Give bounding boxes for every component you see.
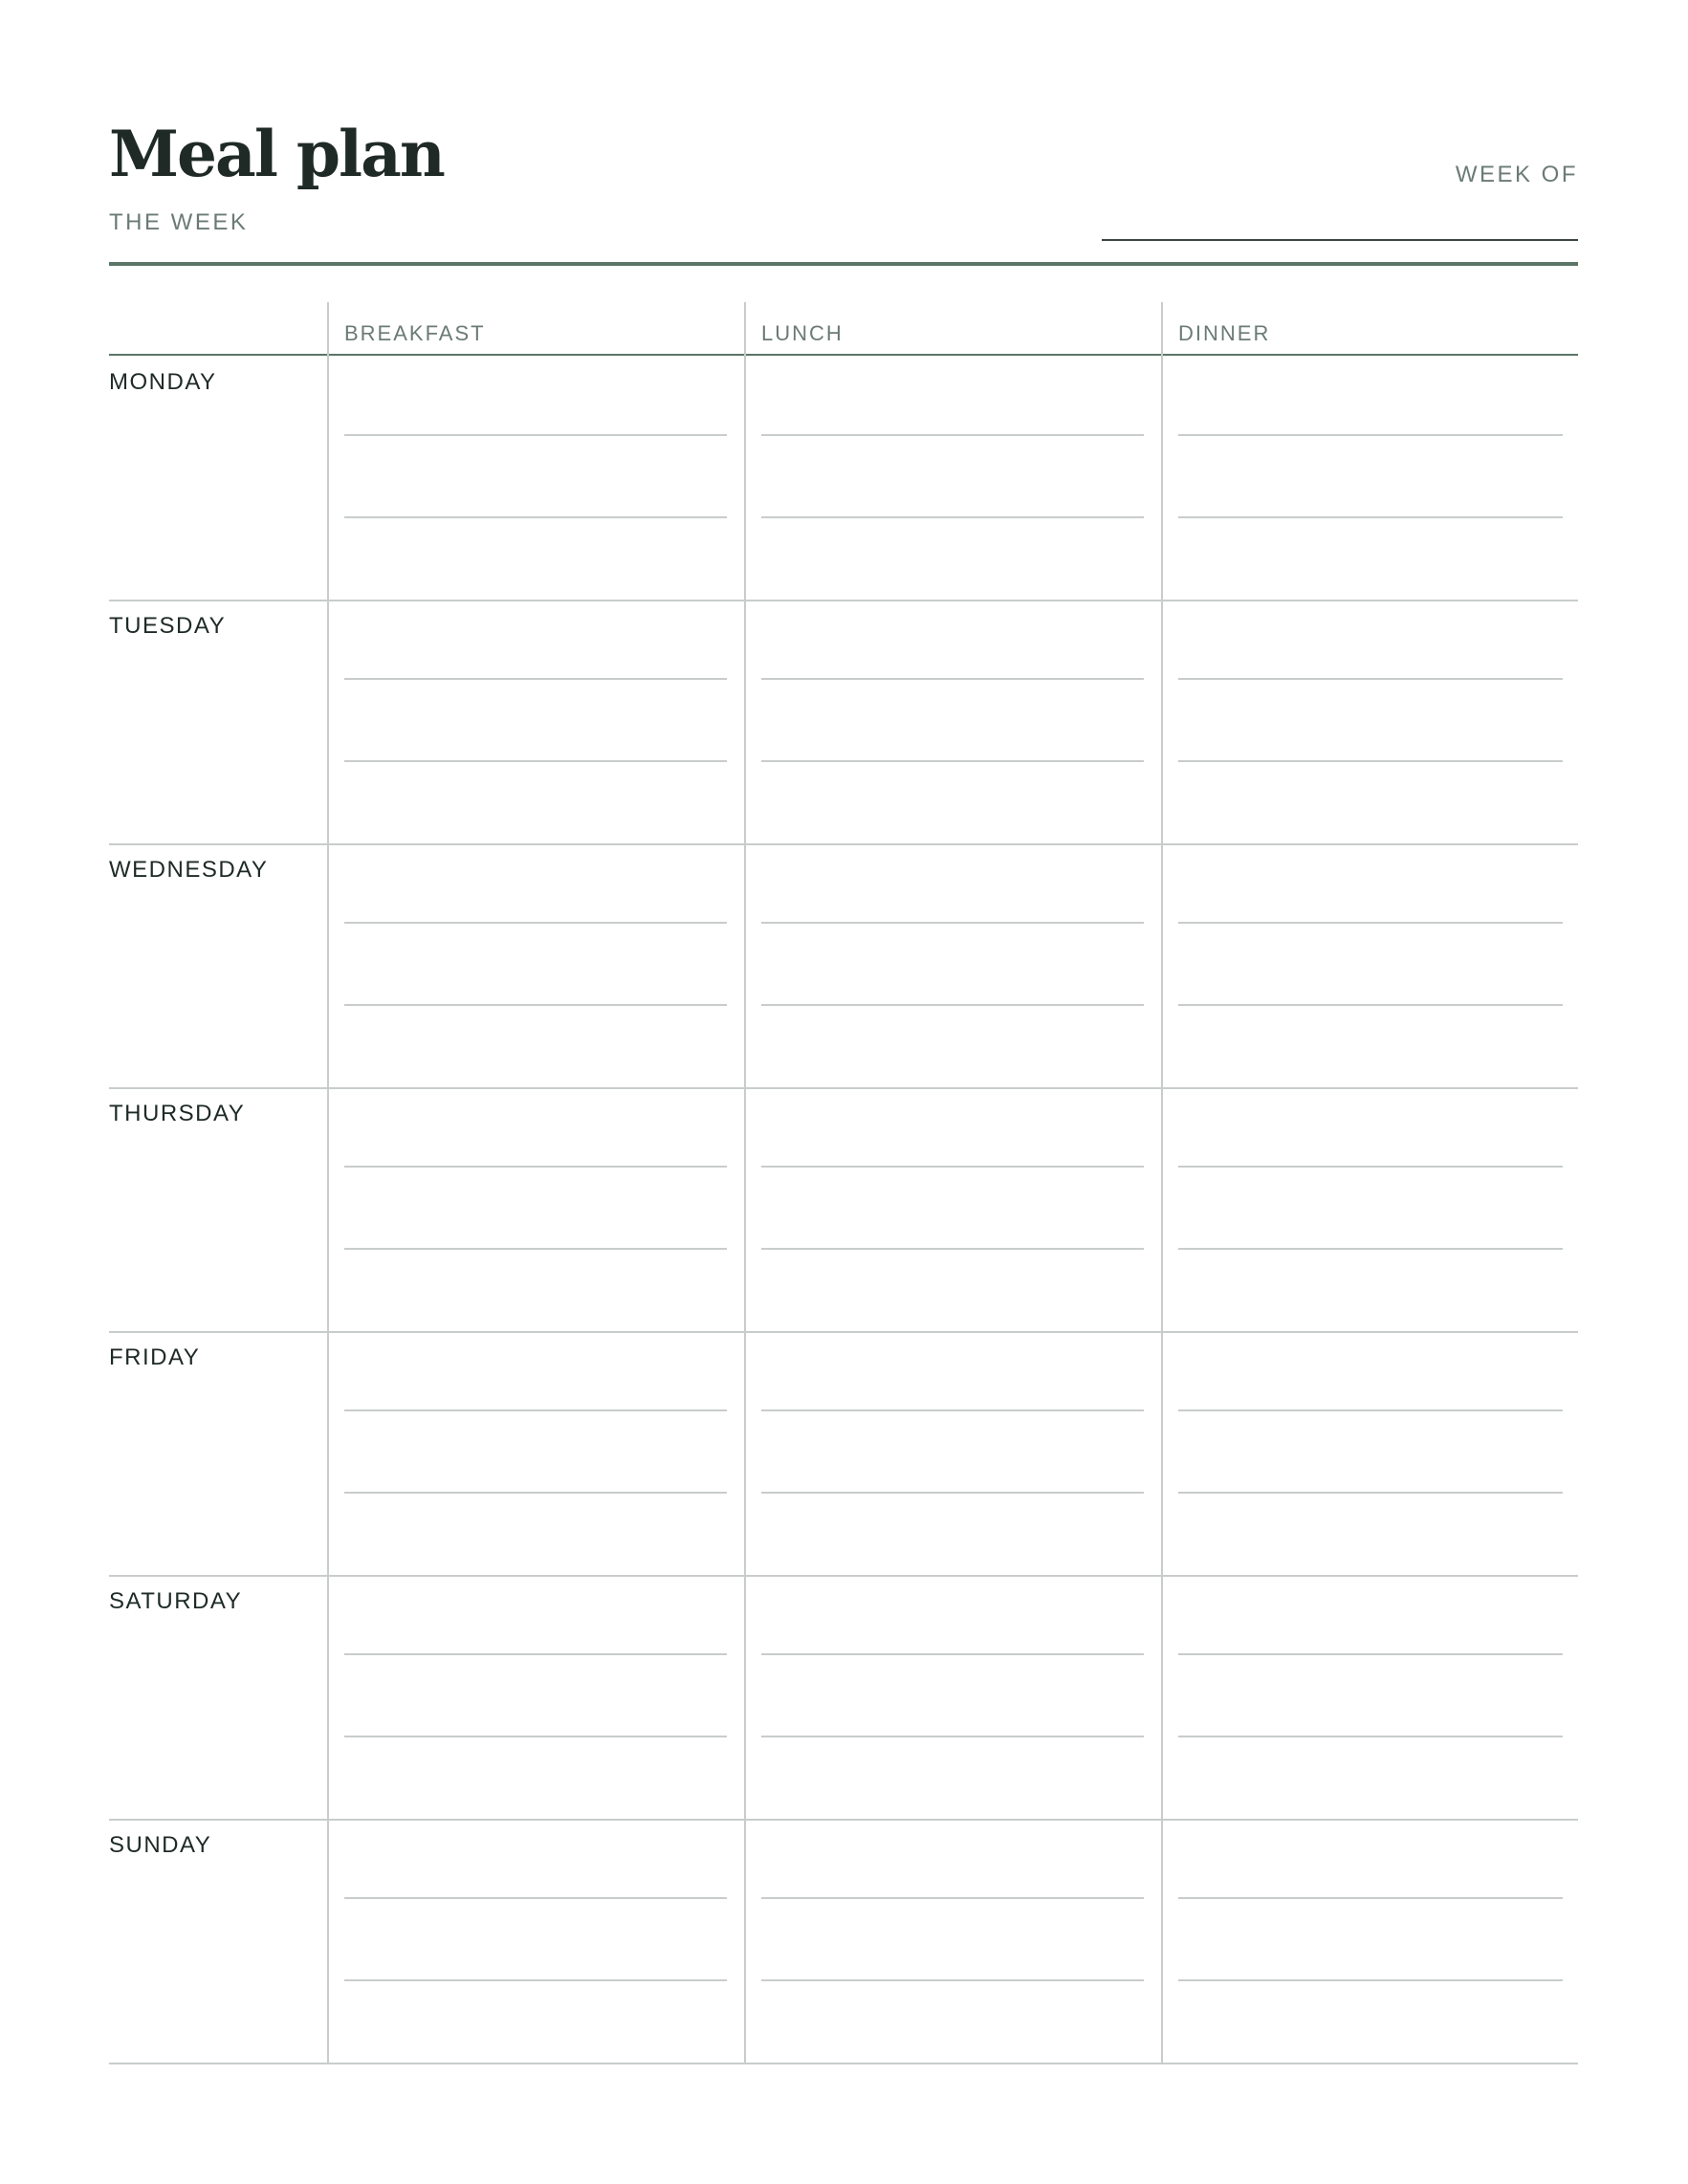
meal-entry-line[interactable] xyxy=(344,678,727,680)
meal-entry-line[interactable] xyxy=(344,1897,727,1899)
meal-entry-line[interactable] xyxy=(761,678,1144,680)
meal-grid xyxy=(109,302,1578,2064)
day-row-thursday xyxy=(109,1087,1578,1333)
meal-entry-line[interactable] xyxy=(761,760,1144,762)
meal-entry-line[interactable] xyxy=(1178,1979,1563,1981)
meal-entry-line[interactable] xyxy=(761,1409,1144,1411)
meal-entry-line[interactable] xyxy=(1178,434,1563,436)
column-header-row xyxy=(109,302,1578,356)
meal-entry-line[interactable] xyxy=(761,434,1144,436)
day-label: SATURDAY xyxy=(109,1588,243,1614)
meal-entry-line[interactable] xyxy=(344,1653,727,1655)
meal-entry-line[interactable] xyxy=(344,1409,727,1411)
meal-entry-line[interactable] xyxy=(344,1492,727,1494)
meal-plan-page xyxy=(109,0,1578,2184)
day-row-tuesday xyxy=(109,600,1578,845)
day-label: FRIDAY xyxy=(109,1344,201,1370)
meal-entry-line[interactable] xyxy=(761,1736,1144,1737)
meal-entry-line[interactable] xyxy=(344,1979,727,1981)
meal-entry-line[interactable] xyxy=(1178,1736,1563,1737)
meal-entry-line[interactable] xyxy=(344,1248,727,1250)
meal-entry-line[interactable] xyxy=(761,1492,1144,1494)
meal-entry-line[interactable] xyxy=(761,516,1144,518)
meal-entry-line[interactable] xyxy=(761,1653,1144,1655)
meal-entry-line[interactable] xyxy=(761,1166,1144,1168)
meal-entry-line[interactable] xyxy=(344,1736,727,1737)
meal-entry-line[interactable] xyxy=(1178,1166,1563,1168)
meal-entry-line[interactable] xyxy=(761,922,1144,924)
meal-entry-line[interactable] xyxy=(1178,1248,1563,1250)
day-row-sunday xyxy=(109,1819,1578,2064)
day-label: THURSDAY xyxy=(109,1101,246,1126)
day-label: SUNDAY xyxy=(109,1832,212,1858)
meal-entry-line[interactable] xyxy=(1178,516,1563,518)
meal-entry-line[interactable] xyxy=(761,1248,1144,1250)
meal-entry-line[interactable] xyxy=(344,922,727,924)
week-of-label: WEEK OF xyxy=(1455,162,1578,187)
day-label: TUESDAY xyxy=(109,613,227,639)
meal-entry-line[interactable] xyxy=(1178,1653,1563,1655)
meal-entry-line[interactable] xyxy=(344,760,727,762)
day-row-monday xyxy=(109,356,1578,601)
meal-entry-line[interactable] xyxy=(1178,760,1563,762)
meal-entry-line[interactable] xyxy=(1178,1492,1563,1494)
week-of-field[interactable] xyxy=(1102,239,1578,241)
column-header-lunch: LUNCH xyxy=(761,321,844,345)
meal-entry-line[interactable] xyxy=(1178,1897,1563,1899)
day-label: MONDAY xyxy=(109,369,217,395)
day-row-wednesday xyxy=(109,843,1578,1089)
day-row-friday xyxy=(109,1331,1578,1577)
meal-entry-line[interactable] xyxy=(344,434,727,436)
meal-entry-line[interactable] xyxy=(1178,678,1563,680)
meal-entry-line[interactable] xyxy=(761,1979,1144,1981)
meal-entry-line[interactable] xyxy=(344,1004,727,1006)
column-header-breakfast: BREAKFAST xyxy=(344,321,486,345)
meal-entry-line[interactable] xyxy=(1178,922,1563,924)
meal-entry-line[interactable] xyxy=(344,516,727,518)
page-title: Meal plan xyxy=(109,117,444,191)
meal-entry-line[interactable] xyxy=(1178,1409,1563,1411)
column-header-dinner: DINNER xyxy=(1178,321,1271,345)
page-subtitle: THE WEEK xyxy=(109,209,249,235)
meal-entry-line[interactable] xyxy=(761,1004,1144,1006)
meal-entry-line[interactable] xyxy=(344,1166,727,1168)
meal-entry-line[interactable] xyxy=(761,1897,1144,1899)
day-row-saturday xyxy=(109,1575,1578,1821)
header-divider xyxy=(109,262,1578,266)
meal-entry-line[interactable] xyxy=(1178,1004,1563,1006)
day-label: WEDNESDAY xyxy=(109,857,269,883)
